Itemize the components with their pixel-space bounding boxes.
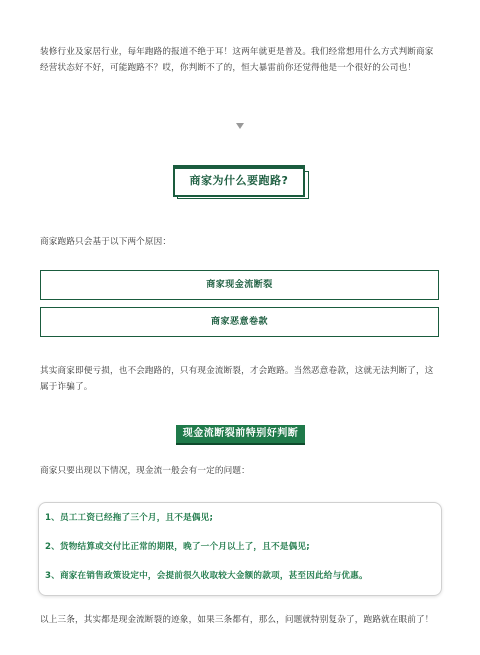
section-title: 商家为什么要跑路? <box>173 165 305 197</box>
section2-lead: 商家只要出现以下情况，现金流一般会有一定的问题： <box>40 466 250 476</box>
section1-explain-line-1: 其实商家即便亏损，也不会跑路的，只有现金流断裂，才会跑路。当然恶意卷款，这就无法判断了，这 <box>40 366 434 376</box>
list-item: 1、员工工资已经拖了三个月，且不是偶见; <box>45 513 214 523</box>
section1-explain-line-2: 属于诈骗了。 <box>40 382 93 392</box>
section-heading-why-run <box>173 165 309 199</box>
list-item: 3、商家在销售政策设定中，会提前很久收取较大金额的款项，甚至因此给与优惠。 <box>45 571 368 581</box>
reason-box-cashflow: 商家现金流断裂 <box>40 270 439 300</box>
conclusion: 以上三条，其实都是现金流断裂的迹象，如果三条都有，那么，问题就特别复杂了，跑路就在眼前了！ <box>40 615 434 625</box>
intro-line-2: 经营状态好不好，可能跑路不？哎，你判断不了的，恒大暴雷前你还觉得他是一个很好的公司也！ <box>40 63 416 73</box>
down-triangle-icon <box>236 123 244 129</box>
section1-lead: 商家跑路只会基于以下两个原因： <box>40 237 172 247</box>
warning-list-box <box>38 502 442 596</box>
list-item: 2、货物结算或交付比正常的期限，晚了一个月以上了，且不是偶见; <box>45 542 310 552</box>
reason-box-fraud: 商家恶意卷款 <box>40 307 439 337</box>
intro-line-1: 装修行业及家居行业，每年跑路的报道不绝于耳！这两年就更是普及。我们经常想用什么方式判断商家 <box>40 47 434 57</box>
section-heading-cashflow: 现金流断裂前特别好判断 <box>176 425 305 445</box>
